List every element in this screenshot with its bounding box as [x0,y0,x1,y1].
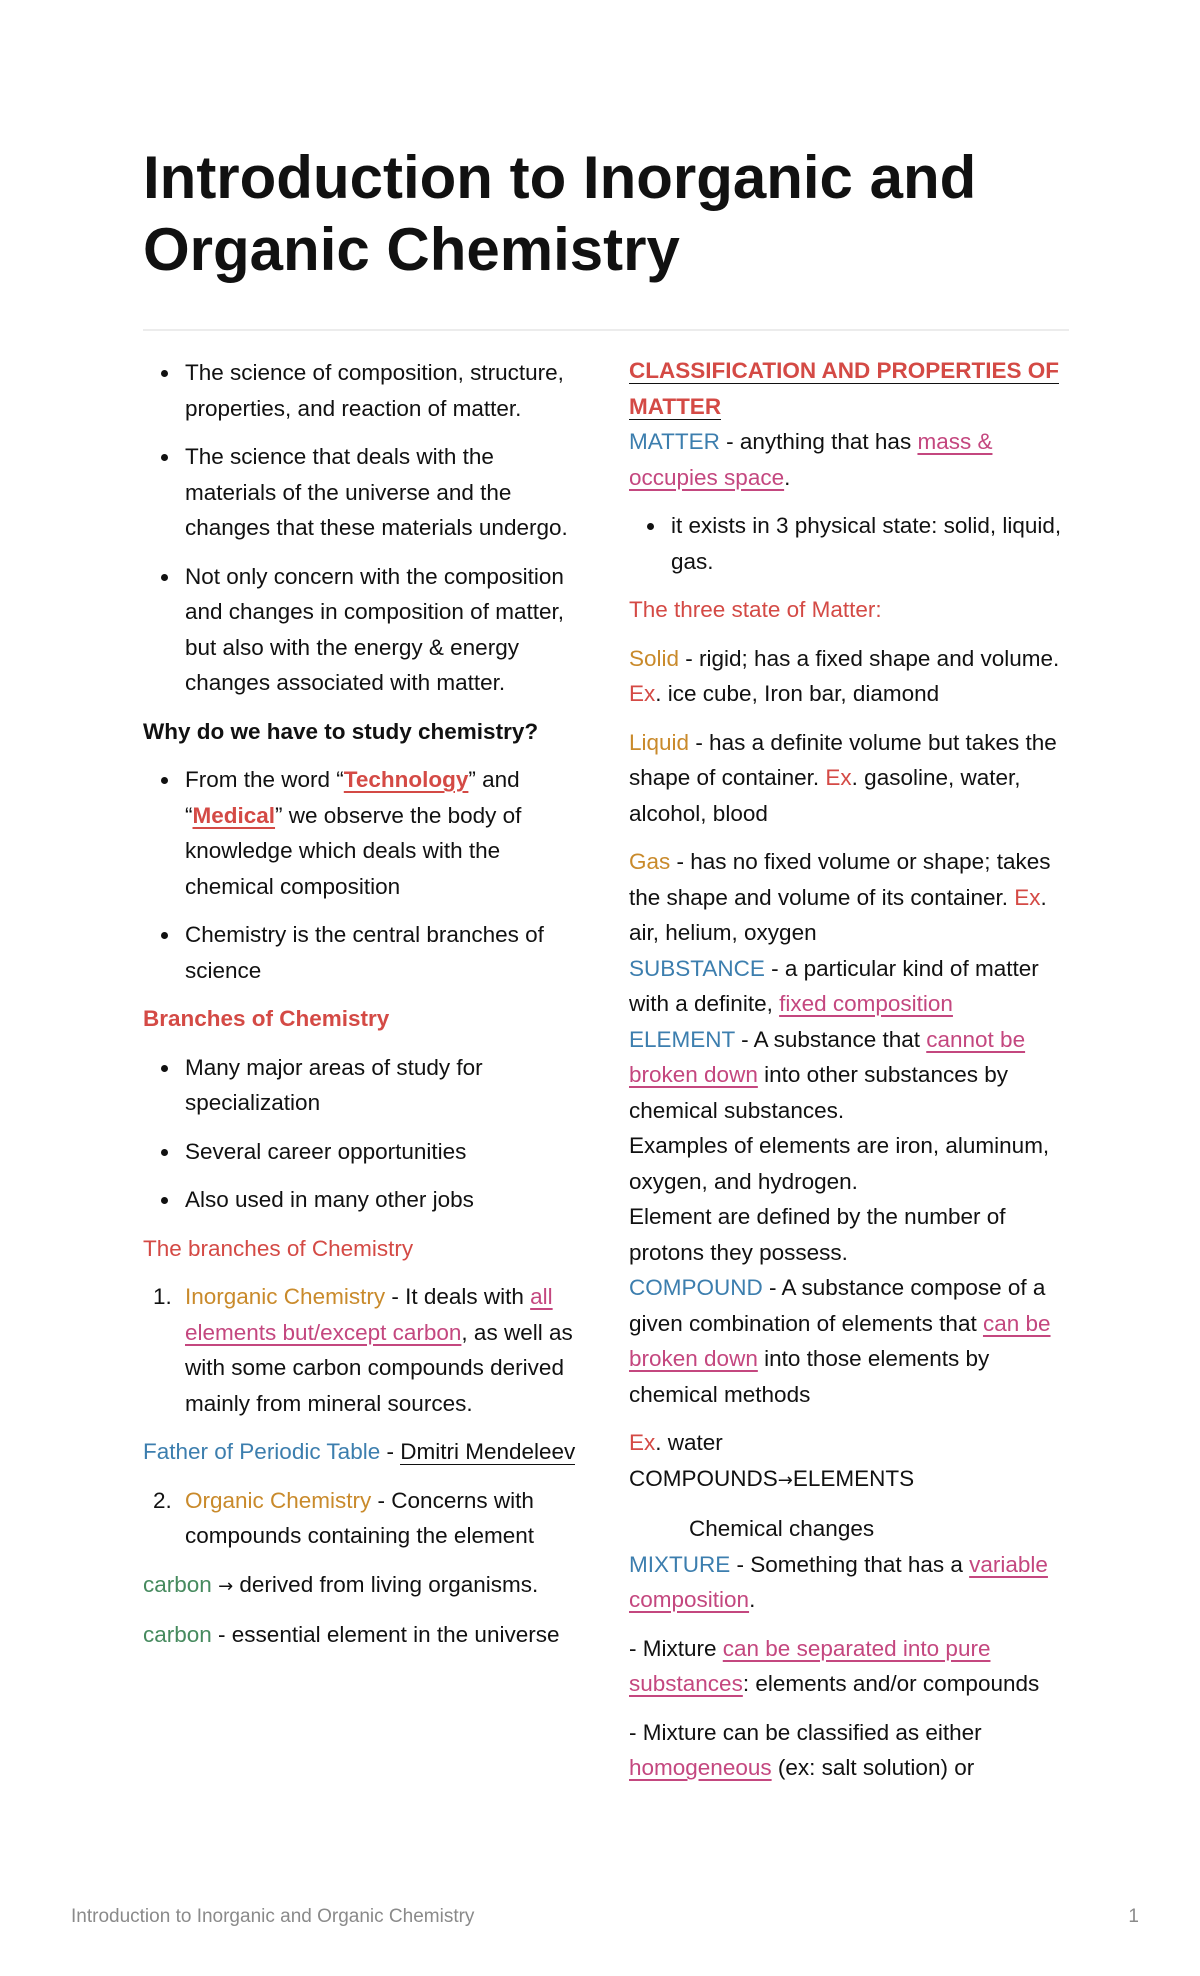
branches-bullet-list [143,1050,585,1218]
highlight-mass-space: mass & occupies space [629,429,993,490]
matter-bullet-list [629,508,1071,579]
highlight-fixed-composition: fixed composition [779,991,953,1016]
liquid-definition: Liquid - has a definite volume but takes the shape of container. Ex. gasoline, water, alcohol, blood [629,729,1057,826]
highlight-can-be-broken: can be broken down [629,1310,1051,1371]
keyword-medical: Medical [192,802,276,828]
mixture-separation: - Mixture can be separated into pure substances: elements and/or compounds [629,1635,1040,1696]
document-title [143,142,1073,286]
numbered-item-inorganic: 1. Inorganic Chemistry - It deals with all elements but/except carbon, as well as with some carbon compounds derived mainly from mineral sources. [143,1279,585,1421]
compounds-elements-line: COMPOUNDS→ELEMENTS [629,1465,915,1491]
item-number: 1. [153,1284,172,1309]
term-inorganic-chemistry: Inorganic Chemistry [185,1284,386,1309]
intro-bullet: The science that deals with the materials of the universe and the changes that these materials undergo. [185,439,585,546]
highlight-all-elements: all elements but/except carbon [185,1284,553,1345]
page-number: 1 [1128,1906,1139,1927]
item-number: 2. [153,1487,172,1513]
matter-definition: MATTER - anything that has mass & occupies space. [629,429,993,490]
footer-title: Introduction to Inorganic and Organic Chemistry [71,1906,475,1927]
matter-bullet: it exists in 3 physical state: solid, liquid, gas. [671,508,1071,579]
numbered-item-organic: 2. Organic Chemistry - Concerns with compounds containing the element [143,1483,585,1554]
branches-bullet: Several career opportunities [185,1134,585,1170]
title-line-1: Introduction to Inorganic and [143,144,977,211]
carbon-derived-line: carbon → derived from living organisms. [143,1571,539,1597]
branches-bullet: Many major areas of study for specialization [185,1050,585,1121]
intro-bullet: Not only concern with the composition and changes in composition of matter, but also with the energy & energy changes associated with matter. [185,559,585,701]
ex-water: Ex. water [629,1430,723,1455]
branches-heading: Branches of Chemistry [143,1006,390,1031]
mixture-definition: MIXTURE - Something that has a variable composition. [629,1551,1048,1612]
term-organic-chemistry: Organic Chemistry [185,1487,372,1513]
intro-bullet: The science of composition, structure, properties, and reaction of matter. [185,355,585,426]
classification-heading: CLASSIFICATION AND PROPERTIES OF MATTER [629,358,1060,419]
highlight-separated-pure: can be separated into pure substances [629,1635,991,1696]
element-defined: Element are defined by the number of protons they possess. [629,1204,1006,1265]
keyword-technology: Technology [343,767,469,792]
element-examples: Examples of elements are iron, aluminum, oxygen, and hydrogen. [629,1133,1050,1194]
why-bullet: Chemistry is the central branches of science [185,917,585,988]
compound-definition: COMPOUND - A substance compose of a given combination of elements that can be broken down into those elements by chemical methods [629,1275,1051,1407]
highlight-variable-composition: variable composition [629,1551,1048,1612]
gas-definition: Gas - has no fixed volume or shape; takes the shape and volume of its container. Ex. air, helium, oxygen [629,849,1051,945]
title-divider [143,329,1069,331]
title-line-2: Organic Chemistry [143,216,680,283]
father-periodic-table: Father of Periodic Table - Dmitri Mendeleev [143,1439,576,1464]
chemical-changes-label: Chemical changes [689,1516,875,1541]
carbon-essential-line: carbon - essential element in the universe [143,1622,560,1647]
arrow-icon: → [218,1575,234,1597]
substance-definition: SUBSTANCE - a particular kind of matter with a definite, fixed composition [629,955,1039,1016]
arrow-icon: → [777,1469,793,1491]
why-study-heading: Why do we have to study chemistry? [143,718,539,744]
highlight-cannot-be-broken: cannot be broken down [629,1026,1026,1087]
mixture-classification: - Mixture can be classified as either homogeneous (ex: salt solution) or [629,1719,982,1780]
mendeleev-name: Dmitri Mendeleev [400,1439,576,1464]
why-bullet: From the word “Technology” and “Medical” we observe the body of knowledge which deals with the chemical composition [185,762,585,904]
branches-bullet: Also used in many other jobs [185,1182,585,1218]
left-column [143,355,585,1653]
branches-subheading: The branches of Chemistry [143,1235,414,1261]
why-bullet-list [143,762,585,988]
three-states-heading: The three state of Matter: [629,597,882,622]
intro-bullet-list [143,355,585,701]
highlight-homogeneous: homogeneous [629,1755,772,1780]
solid-definition: Solid - rigid; has a fixed shape and volume. Ex. ice cube, Iron bar, diamond [629,645,1060,706]
element-definition: ELEMENT - A substance that cannot be broken down into other substances by chemical substances. [629,1026,1026,1123]
right-column [629,353,1071,1786]
